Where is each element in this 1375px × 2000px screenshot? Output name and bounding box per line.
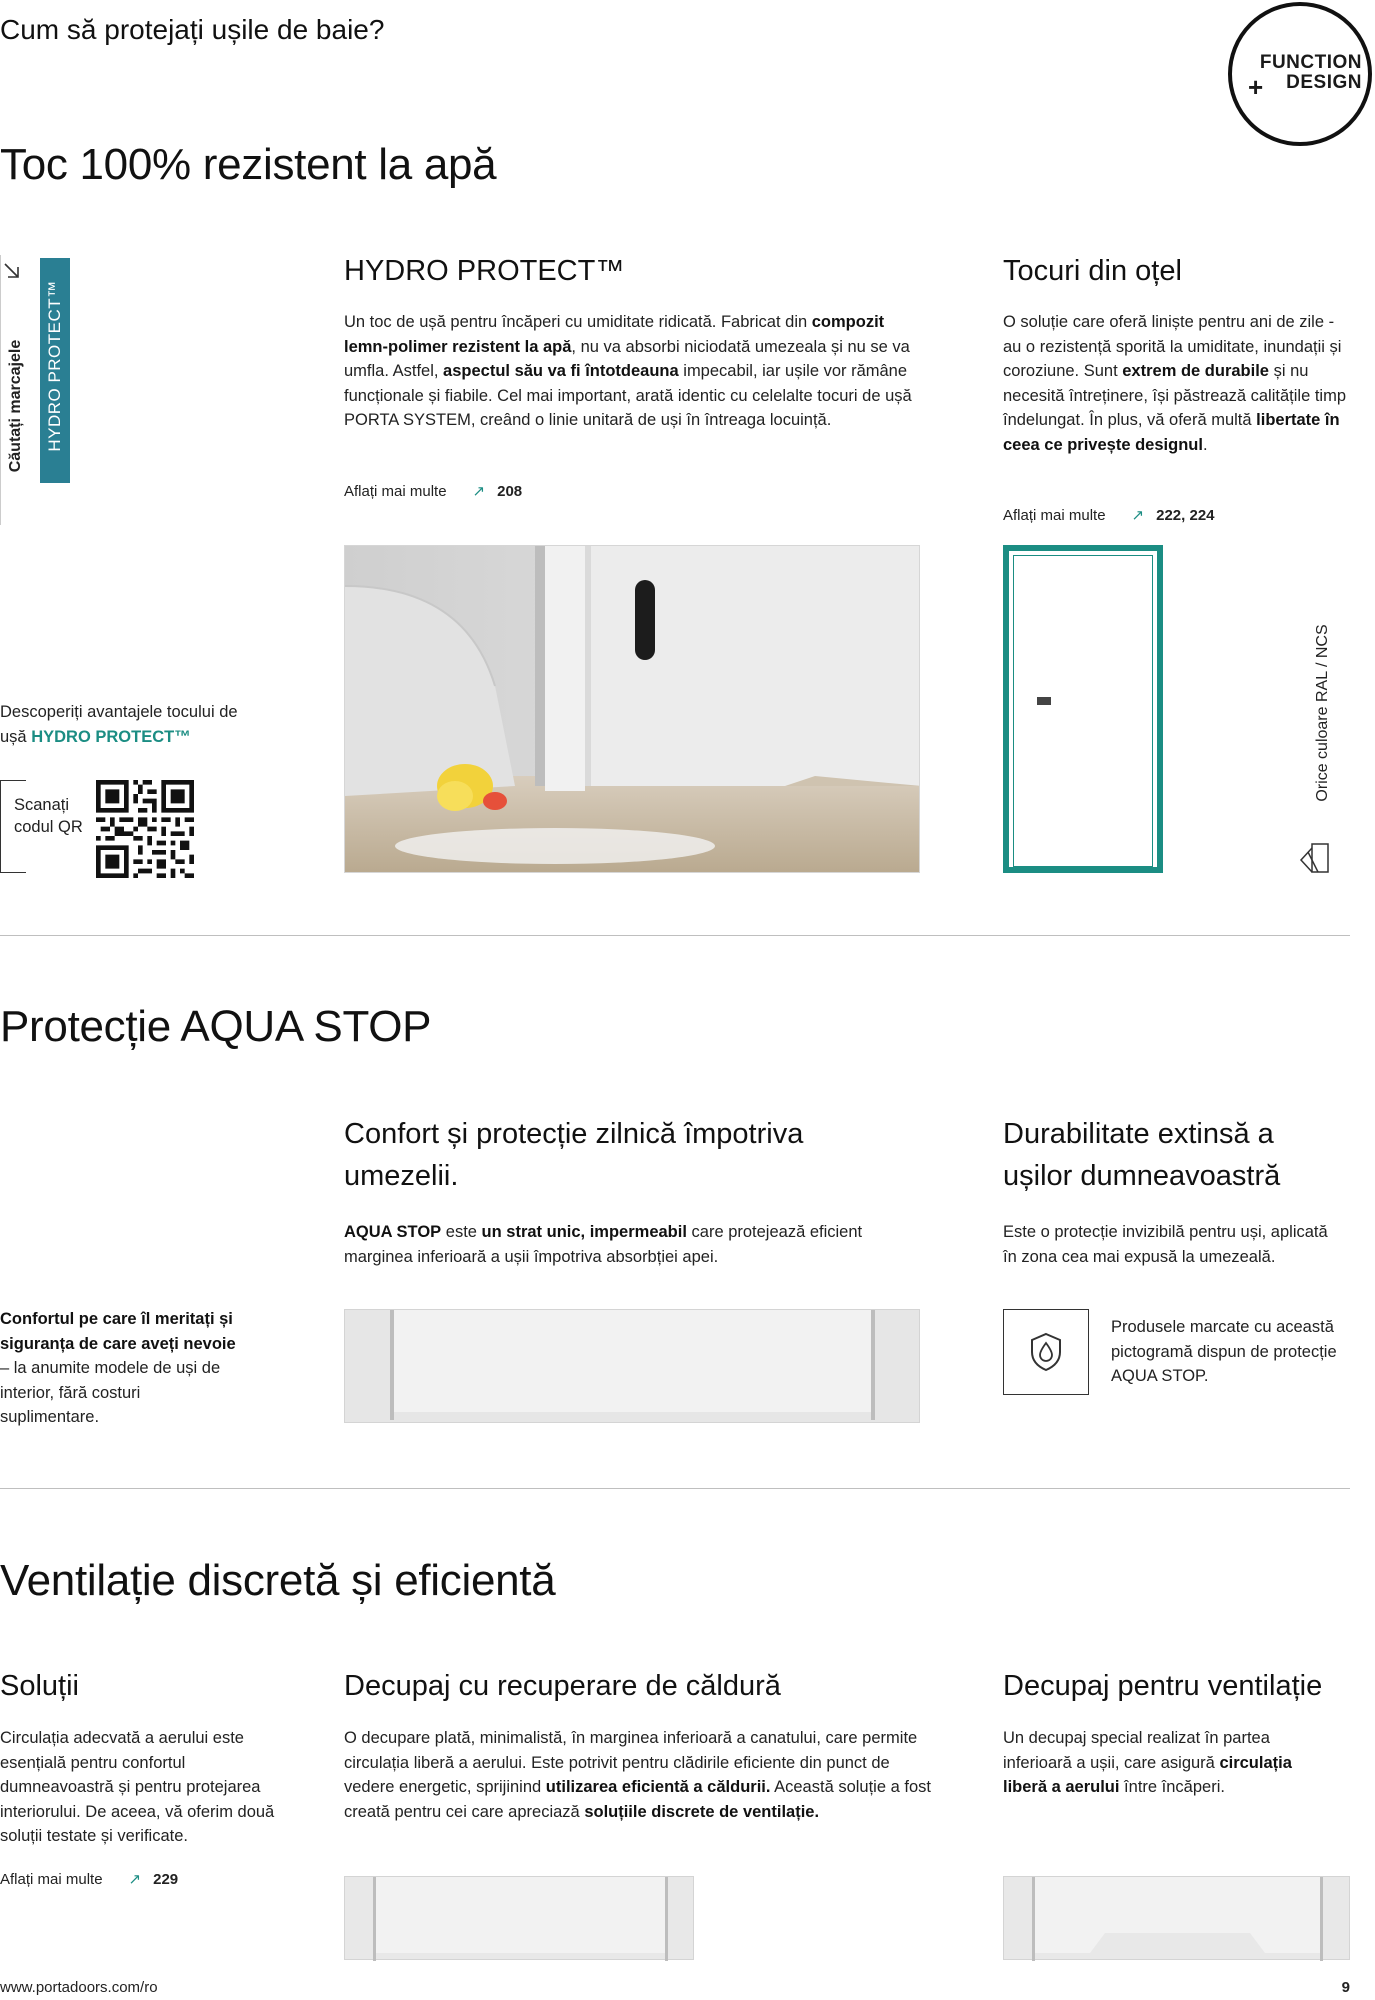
section2-heading: Protecție AQUA STOP (0, 1002, 432, 1051)
emphasis-text: soluțiile discrete de ventilație. (584, 1802, 820, 1821)
solutions-more-link[interactable] (0, 1870, 178, 1888)
badge-line2: DESIGN (1286, 72, 1362, 93)
paint-swatch-icon (1298, 840, 1332, 874)
vent-text (1003, 1726, 1333, 1800)
plus-icon: + (1248, 72, 1264, 102)
emphasis-text: un strat unic, impermeabil (481, 1223, 687, 1241)
emphasis-text: AQUA STOP (344, 1223, 442, 1241)
body-text: și nu necesită întreținere, își păstrează calitățile timp îndelungat. În plus, vă oferă multă (1003, 362, 1346, 429)
hydro-text (344, 310, 924, 433)
discover-text: Descoperiți avantajele tocului de ușă HYDRO PROTECT™ (0, 703, 238, 746)
body-text: O soluție care oferă liniște pentru ani de zile - au o rezistență sporită la umiditate, inundații și coroziune. Sunt (1003, 313, 1342, 380)
body-text: Un toc de ușă pentru încăperi cu umiditate ridicată. Fabricat din (344, 313, 812, 331)
steel-frame-door (1003, 545, 1163, 873)
body-text: – la anumite modele de uși de interior, fără costuri suplimentare. (0, 1359, 221, 1426)
qr-code[interactable] (96, 780, 194, 878)
hydro-title: HYDRO PROTECT™ (344, 255, 625, 287)
comfort-title: Confort și protecție zilnică împotriva umezelii. (344, 1118, 804, 1192)
more-page: 222, 224 (1156, 506, 1215, 524)
body-text: Un decupaj special realizat în partea inferioară a ușii, care asigură (1003, 1729, 1270, 1772)
solutions-title: Soluții (0, 1670, 79, 1702)
heat-text (344, 1726, 944, 1824)
more-label: Aflați mai multe (344, 482, 447, 500)
steel-text (1003, 310, 1348, 457)
arrow-up-right-icon: ↗ (1131, 507, 1145, 524)
more-label: Aflați mai multe (0, 1870, 103, 1888)
divider (0, 935, 1350, 936)
side-label: Căutați marcajele (7, 339, 24, 473)
vent-title: Decupaj pentru ventilație (1003, 1670, 1323, 1702)
emphasis-text: aspectul său va fi întotdeauna (443, 362, 679, 380)
heat-recovery-door-bottom (344, 1876, 694, 1960)
comfort-text (344, 1220, 924, 1269)
badge-line1: FUNCTION (1259, 52, 1362, 73)
body-text: impecabil, iar ușile vor rămâne funcționale și fiabile. Cel mai important, arată identic cu celelalte tocuri de ușă PORTA SYSTEM, creând o linie unitară de uși în întreaga locuință. (344, 362, 912, 429)
page-title: Cum să protejați ușile de baie? (0, 14, 385, 45)
hydro-more-link[interactable] (344, 482, 522, 500)
emphasis-text: Confortul pe care îl meritați și siguranța de care aveți nevoie (0, 1310, 236, 1353)
aqua-stop-pictogram (1003, 1309, 1089, 1395)
aqua-left-text (0, 1307, 240, 1430)
durability-text: Este o protecție invizibilă pentru uși, aplicată în zona cea mai expusă la umezeală. (1003, 1223, 1328, 1266)
body-text: Această soluție a fost creată pentru cei care apreciază (344, 1778, 931, 1821)
section1-heading: Toc 100% rezistent la apă (0, 140, 497, 189)
shield-drop-icon (1024, 1330, 1068, 1374)
section3-heading: Ventilație discretă și eficientă (0, 1556, 556, 1605)
body-text: este (441, 1223, 482, 1241)
page-number: 9 (1341, 1979, 1350, 1996)
emphasis-text: compozit lemn-polimer rezistent la apă (344, 313, 885, 356)
body-text: care protejează eficient marginea inferioară a ușii împotriva absorbției apei. (344, 1223, 863, 1266)
side-badge-text: HYDRO PROTECT™ (45, 280, 64, 452)
durability-title: Durabilitate extinsă a ușilor dumneavoastră (1003, 1118, 1281, 1192)
arrow-down-right-icon (2, 261, 22, 281)
hydro-protect-side-badge (40, 258, 70, 483)
heat-title: Decupaj cu recuperare de căldură (344, 1670, 781, 1702)
solutions-text: Circulația adecvată a aerului este esențială pentru confortul dumneavoastră și pentru protejarea interiorului. De aceea, vă oferim două soluții testate și verificate. (0, 1729, 275, 1845)
divider (0, 1488, 1350, 1489)
pictogram-text: Produsele marcate cu această pictogramă dispun de protecție AQUA STOP. (1111, 1318, 1337, 1385)
qr-label: Scanați codul QR (14, 796, 83, 836)
door-handle (1037, 697, 1051, 705)
emphasis-text: circulația liberă a aerului (1003, 1753, 1292, 1796)
steel-more-link[interactable] (1003, 506, 1215, 524)
body-text: , nu va absorbi niciodată umezeala și nu se va umfla. Astfel, (344, 337, 910, 380)
side-marker (0, 255, 75, 525)
emphasis-text: utilizarea eficientă a căldurii. (545, 1778, 771, 1796)
ventilation-door-bottom (1003, 1876, 1350, 1960)
body-text: . (1202, 435, 1208, 454)
body-text: O decupare plată, minimalistă, în marginea inferioară a canatului, care permite circulația liberă a aerului. Este potrivit pentru clădirile eficiente din punct de vedere energetic, sprijinind (344, 1729, 918, 1796)
color-label: Orice culoare RAL / NCS (1314, 624, 1331, 802)
function-design-badge (1228, 2, 1372, 146)
more-label: Aflați mai multe (1003, 506, 1106, 524)
body-text: între încăperi. (1119, 1778, 1225, 1796)
arrow-up-right-icon: ↗ (128, 1871, 142, 1888)
arrow-up-right-icon: ↗ (472, 483, 486, 500)
aqua-stop-door-bottom (344, 1309, 920, 1423)
steel-title: Tocuri din oțel (1003, 255, 1182, 287)
emphasis-text: extrem de durabile (1122, 362, 1269, 380)
footer-url[interactable]: www.portadoors.com/ro (0, 1979, 158, 1996)
more-page: 229 (153, 1870, 179, 1888)
bathroom-door-photo (344, 545, 920, 873)
emphasis-text: libertate în ceea ce privește designul (1003, 411, 1340, 454)
more-page: 208 (497, 482, 523, 500)
